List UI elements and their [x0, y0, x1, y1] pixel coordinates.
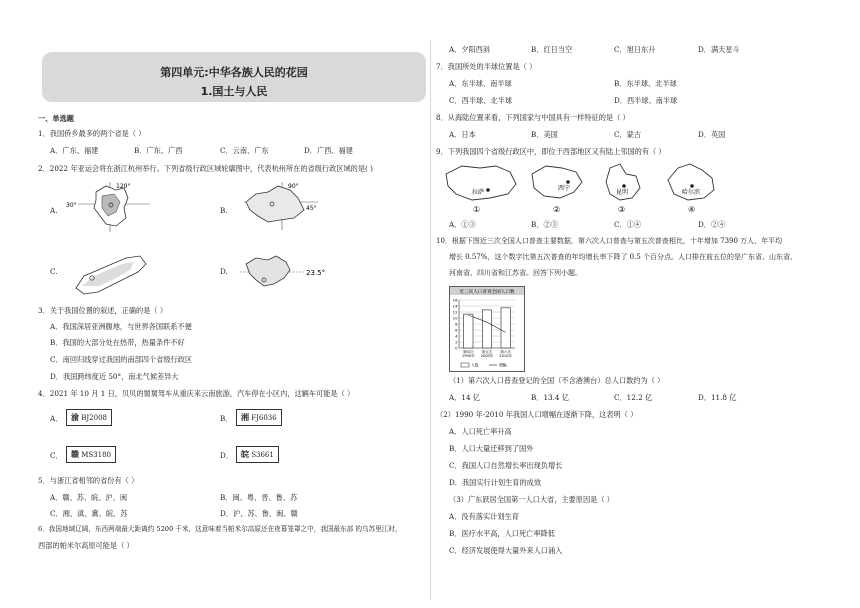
- map-qinghai: [532, 166, 582, 214]
- q2-stem: 2．2022 年亚运会将在浙江杭州举行。下列省级行政区域轮廓图中，代表杭州所在的省级行政区域的是( ): [38, 164, 373, 173]
- chart-y-tick-label: 0: [455, 345, 458, 351]
- q10-sub2-stem: （2）1990 年-2010 年我国人口增幅在逐渐下降，这表明（ ）: [436, 410, 638, 419]
- map-b-lon-label: 90°: [288, 183, 299, 190]
- plate-province: 皖: [241, 449, 249, 459]
- q2-option-b[interactable]: B.: [220, 206, 228, 215]
- chart-y-tick-label: 12: [452, 309, 458, 315]
- map-num-1: ①: [473, 205, 481, 214]
- q2-map-b: [238, 180, 324, 232]
- q3-option-b[interactable]: B．我国的大部分处在热带，热量条件不好: [50, 338, 185, 347]
- chart-y-tick-label: 2: [455, 339, 458, 345]
- q3-option-d[interactable]: D．我国跨纬度近 50°，南北气候差异大: [50, 372, 179, 381]
- chart-y-tick-label: 16: [452, 297, 458, 303]
- q1-option-c[interactable]: C．云南、广东: [220, 146, 269, 155]
- q5-stem: 5．与浙江省相邻的省份有（ ）: [38, 476, 139, 485]
- plate-number: BJ2008: [81, 414, 107, 422]
- q10-sub3-option-c[interactable]: C．经济发展使得大量外来人口涌入: [449, 546, 563, 555]
- q5-option-b[interactable]: B．闽、粤、晋、鲁、苏: [220, 493, 298, 502]
- plate-number: FJ6036: [251, 414, 277, 422]
- q3-stem: 3．关于我国位置的叙述，正确的是（ ）: [38, 306, 168, 315]
- chart-legend-swatch-bar: [461, 363, 469, 367]
- q10-sub3-option-a[interactable]: A．没有落实计划生育: [449, 512, 519, 521]
- q4-plate-d: [236, 446, 279, 463]
- q9-option-c[interactable]: C．①④: [614, 220, 642, 229]
- q2-option-c[interactable]: C.: [50, 267, 58, 276]
- chart-x-tick-label: 第四次: [462, 350, 474, 354]
- map-num-3: ③: [618, 205, 626, 214]
- q1-stem: 1．我国侨乡最多的两个省是（ ）: [38, 129, 146, 138]
- city-xining: 西宁: [558, 185, 571, 192]
- q7-option-c[interactable]: C．西半球、北半球: [449, 96, 513, 105]
- chart-bar: [482, 310, 491, 348]
- q10-sub2-option-c[interactable]: C．我国人口自然增长率出现负增长: [449, 461, 563, 470]
- q8-option-a[interactable]: A．日本: [449, 130, 476, 139]
- q10-sub2-option-d[interactable]: D．我国实行计划生育的成效: [449, 478, 542, 487]
- q6-option-c[interactable]: C．旭日东升: [614, 45, 656, 54]
- q6-option-b[interactable]: B．红日当空: [531, 45, 573, 54]
- q2-map-d: [236, 250, 336, 298]
- q3-option-a[interactable]: A．我国深居亚洲腹地，与世界各国联系不便: [50, 322, 192, 331]
- q6-option-a[interactable]: A．夕阳西斜: [449, 45, 491, 54]
- map-a-lat-label: 30°: [66, 202, 77, 209]
- q4-plate-c: [66, 446, 116, 463]
- q6-stem-line2: 西部的帕米尔高原可能是（ ）: [38, 541, 134, 550]
- q8-option-b[interactable]: B．美国: [531, 130, 558, 139]
- q1-option-a[interactable]: A．广东、福建: [50, 146, 99, 155]
- q8-option-d[interactable]: D．英国: [698, 130, 726, 139]
- chart-y-tick-label: 6: [455, 327, 458, 333]
- q4-option-d[interactable]: D．: [220, 451, 233, 460]
- chart-legend-label: 人数: [471, 362, 479, 368]
- q10-sub1-option-d[interactable]: D．11.8 亿: [698, 393, 737, 402]
- chart-y-tick-label: 8: [455, 321, 458, 327]
- q5-option-c[interactable]: C．湘、滇、冀、皖、苏: [50, 509, 128, 518]
- map-yunnan: [606, 164, 640, 214]
- q4-plate-b: [236, 409, 282, 426]
- map-b-lat-label: 45°: [306, 205, 317, 212]
- q8-option-c[interactable]: C．蒙古: [614, 130, 642, 139]
- q9-stem: 9．下列我国四个省级行政区中，即位于西部地区又有陆上邻国的有（ ）: [436, 147, 666, 156]
- plate-province: 渝: [71, 412, 79, 422]
- q6-option-d[interactable]: D．满天星斗: [698, 45, 740, 54]
- map-tibet: [446, 166, 516, 214]
- column-divider: [430, 40, 431, 600]
- q2-option-d[interactable]: D.: [220, 267, 228, 276]
- q6-stem-line1: 6．我国地域辽阔，东西两端最大距离约 5200 千米，这意味着当帕米尔高原还在夜幕笼罩之中，我国最东部 的乌苏里江时，: [38, 525, 402, 533]
- q4-option-b[interactable]: B．: [220, 414, 233, 423]
- section-heading: 一、单选题: [38, 114, 74, 123]
- population-census-chart: [449, 286, 525, 372]
- q10-sub2-option-b[interactable]: B．人口大量迁移到了国外: [449, 444, 534, 453]
- q4-option-a[interactable]: A．: [50, 414, 63, 423]
- title-banner: [42, 52, 426, 102]
- chart-x-tick-label: 第五次: [481, 350, 493, 354]
- lesson-title: 1.国土与人民: [200, 85, 268, 98]
- q9-option-b[interactable]: B．②③: [531, 220, 558, 229]
- q9-option-a[interactable]: A．①③: [449, 220, 476, 229]
- chart-y-tick-label: 14: [452, 303, 458, 309]
- chart-x-tick-label: 1990年: [461, 354, 475, 359]
- chart-bar: [464, 314, 473, 348]
- q7-option-b[interactable]: B．东半球、北半球: [614, 79, 677, 88]
- q4-option-c[interactable]: C．: [50, 451, 63, 460]
- q9-province-maps: [440, 160, 740, 216]
- q10-sub1-option-a[interactable]: A．14 亿: [449, 393, 480, 402]
- q8-stem: 8．从海陆位置来看，下列国家与中国具有一样特征的是（ ）: [436, 113, 630, 122]
- map-a-lon-label: 120°: [116, 183, 131, 190]
- chart-y-tick-label: 10: [452, 315, 458, 321]
- q10-intro-line1: 10．根据下图近三次全国人口普查主要数据，第六次人口普查与第五次普查相比，十年增加 7390 万人，年平均: [436, 237, 783, 245]
- q2-map-c: [68, 248, 152, 298]
- unit-title: 第四单元:中华各族人民的花园: [160, 66, 308, 79]
- map-num-2: ②: [553, 205, 561, 214]
- q2-option-a[interactable]: A.: [50, 206, 58, 215]
- q10-sub1-option-c[interactable]: C．12.2 亿: [614, 393, 653, 402]
- q10-sub1-option-b[interactable]: B．13.4 亿: [531, 393, 569, 402]
- q7-stem: 7．我国所处的半球位置是（ ）: [436, 62, 537, 71]
- chart-title: 近三次人口普查全国人口数: [459, 290, 515, 295]
- chart-legend-label: 增幅: [499, 362, 507, 368]
- plate-province: 湘: [241, 412, 249, 422]
- q3-option-c[interactable]: C．南回归线穿过我国的南部四个省级行政区: [50, 355, 193, 364]
- plate-number: S3661: [251, 451, 274, 459]
- map-d-lat-label: 23.5°: [306, 269, 326, 277]
- city-kunming: 昆明: [616, 189, 629, 196]
- q1-option-d[interactable]: D．广西、福建: [304, 146, 353, 155]
- q5-option-a[interactable]: A．赣、苏、皖、沪、闽: [50, 493, 128, 502]
- q7-option-a[interactable]: A．东半球、南半球: [449, 79, 512, 88]
- q1-option-b[interactable]: B．广东、广西: [134, 146, 183, 155]
- chart-bar: [501, 308, 510, 348]
- q10-sub3-option-b[interactable]: B．医疗水平高，人口死亡率降低: [449, 529, 555, 538]
- chart-y-tick-label: 4: [455, 333, 458, 339]
- map-num-4: ④: [688, 205, 696, 214]
- q2-map-a: [66, 178, 152, 234]
- chart-x-tick-label: 2010年: [499, 354, 513, 359]
- q7-option-d[interactable]: D．西半球、南半球: [614, 96, 678, 105]
- map-heilongjiang: [668, 164, 714, 214]
- q10-sub2-option-a[interactable]: A．人口死亡率升高: [449, 427, 512, 436]
- chart-x-tick-label: 2000年: [480, 354, 494, 359]
- q10-sub3-stem: （3）广东跃居全国第一人口大省，主要原因是（ ）: [449, 495, 614, 504]
- city-harbin: 哈尔滨: [682, 189, 701, 196]
- plate-province: 赣: [71, 449, 79, 459]
- q10-intro-line3: 河南省、四川省和江苏省。回答下列小题。: [449, 269, 582, 277]
- q5-option-d[interactable]: D．沪、苏、鲁、闽、赣: [220, 509, 298, 518]
- q10-sub1-stem: （1）第六次人口普查登记的全国（不含港澳台）总人口数约为（ ）: [449, 376, 665, 385]
- q4-plate-a: [66, 409, 112, 426]
- chart-x-tick-label: 第六次: [500, 350, 512, 354]
- q10-intro-line2: 增长 0.57%，这个数字比第五次普查的年均增长率下降了 0.5 个百分点。人口排在前五位的是广东省、山东省、: [449, 253, 798, 261]
- q9-option-d[interactable]: D．②④: [698, 220, 726, 229]
- plate-number: MS3180: [81, 451, 112, 459]
- city-lhasa: 拉萨: [472, 189, 485, 196]
- q4-stem: 4．2021 年 10 月 1 日，贝贝的舅舅驾车从重庆来云南旅游，汽车停在小区内，这辆车可能是（ ）: [38, 389, 355, 398]
